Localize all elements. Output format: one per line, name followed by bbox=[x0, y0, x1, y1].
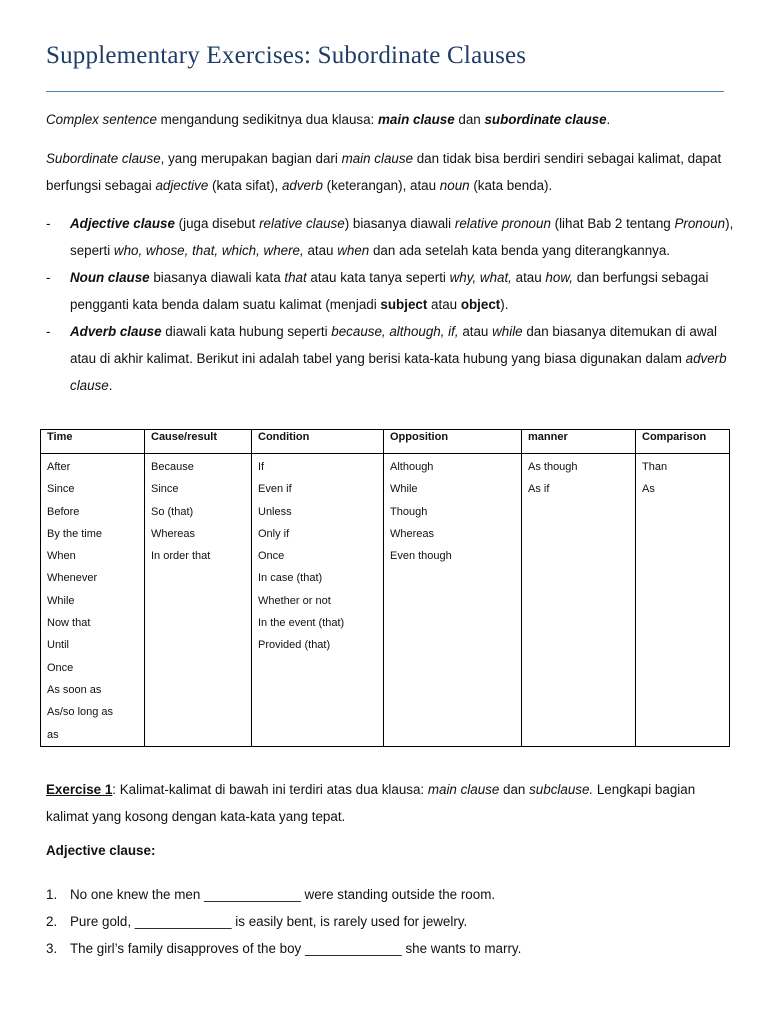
connector-word: Because bbox=[151, 461, 194, 473]
bullet-term: subject bbox=[380, 297, 428, 312]
list-item bbox=[46, 881, 736, 908]
intro-term-subordinate-clause: subordinate clause bbox=[484, 112, 607, 127]
connector-word: Even though bbox=[390, 550, 452, 563]
bullet-adjective-clause bbox=[46, 210, 736, 264]
question-number: 1. bbox=[46, 887, 58, 902]
question-text: No one knew the men _____________ were standing outside the room. bbox=[70, 887, 496, 902]
connector-word: Although bbox=[390, 461, 434, 473]
column-header-comparison: Comparison bbox=[636, 430, 730, 454]
connector-word: As bbox=[642, 483, 655, 496]
page-title: Supplementary Exercises: Subordinate Clauses bbox=[46, 42, 527, 69]
connector-word: Only if bbox=[258, 527, 290, 540]
table-cell-cause-result bbox=[145, 454, 252, 747]
bullet-term: Pronoun bbox=[674, 216, 726, 231]
bullet-term: object bbox=[460, 297, 501, 312]
bullet-term: Adjective clause bbox=[70, 216, 175, 231]
exercise-question-list bbox=[46, 881, 736, 962]
section-heading-adjective-clause: Adjective clause: bbox=[46, 843, 156, 858]
connector-word: Before bbox=[47, 505, 80, 518]
intro-text: dan bbox=[454, 112, 485, 127]
intro-paragraph bbox=[46, 106, 736, 133]
connector-word: As if bbox=[528, 483, 550, 496]
bullet-term: that bbox=[284, 270, 307, 285]
bullet-dash: - bbox=[46, 270, 51, 285]
bullet-text: (juga disebut bbox=[174, 216, 260, 231]
connector-word: Until bbox=[47, 639, 70, 652]
connector-word: Than bbox=[642, 461, 668, 473]
bullet-text: diawali kata hubung seperti bbox=[161, 324, 332, 339]
table-cell-time bbox=[41, 454, 145, 747]
bullet-term: Adverb clause bbox=[70, 324, 162, 339]
bullet-term: because, although, if, bbox=[331, 324, 459, 339]
connector-word: Whenever bbox=[47, 572, 98, 585]
bullet-text: (lihat Bab 2 tentang bbox=[550, 216, 675, 231]
connector-word: As soon as bbox=[47, 683, 102, 696]
bullet-text: atau bbox=[427, 297, 461, 312]
definition-paragraph bbox=[46, 145, 736, 199]
question-number: 3. bbox=[46, 941, 58, 956]
table-cell-condition bbox=[252, 454, 384, 747]
bullet-text: atau bbox=[458, 324, 493, 339]
list-item bbox=[46, 935, 736, 962]
connector-word: Now that bbox=[47, 617, 91, 630]
connector-word: In the event (that) bbox=[258, 617, 345, 630]
bullet-text: atau bbox=[303, 243, 338, 258]
definition-term: noun bbox=[439, 178, 470, 193]
bullet-term: who, whose, that, which, where, bbox=[113, 243, 304, 258]
exercise-label: Exercise 1 bbox=[46, 782, 113, 797]
connector-word: As/so long as bbox=[47, 706, 114, 719]
exercise-term: subclause. bbox=[529, 782, 594, 797]
column-header-opposition: Opposition bbox=[384, 430, 522, 454]
connector-word: After bbox=[47, 461, 71, 473]
intro-term-complex-sentence: Complex sentence bbox=[46, 112, 157, 127]
list-item bbox=[46, 908, 736, 935]
bullet-text: biasanya diawali kata bbox=[149, 270, 285, 285]
bullet-text: atau bbox=[511, 270, 546, 285]
intro-text: mengandung sedikitnya dua klausa: bbox=[156, 112, 379, 127]
exercise-text: : Kalimat-kalimat di bawah ini terdiri atas dua klausa: bbox=[112, 782, 428, 797]
definition-term: Subordinate clause bbox=[46, 151, 161, 166]
bullet-text: dan biasanya ditemukan di awal atau di akhir kalimat. Berikut ini adalah tabel yang berisi kata-kata hubung yang biasa digunakan dalam bbox=[70, 324, 717, 366]
definition-term: main clause bbox=[341, 151, 414, 166]
bullet-term: relative pronoun bbox=[454, 216, 551, 231]
bullet-dash: - bbox=[46, 324, 51, 339]
connector-word: Whereas bbox=[390, 527, 435, 540]
connector-word: Since bbox=[151, 483, 179, 496]
connector-word: Whether or not bbox=[258, 594, 331, 607]
connector-word: Once bbox=[47, 661, 74, 674]
column-header-cause-result: Cause/result bbox=[145, 430, 252, 454]
bullet-noun-clause bbox=[46, 264, 736, 318]
question-text: Pure gold, _____________ is easily bent, is rarely used for jewelry. bbox=[70, 914, 468, 929]
table-header-row bbox=[41, 430, 730, 454]
title-divider bbox=[46, 91, 724, 92]
bullet-term: while bbox=[492, 324, 523, 339]
exercise-text: Lengkapi bagian kalimat yang kosong dengan kata-kata yang tepat. bbox=[46, 782, 696, 824]
question-text: The girl’s family disapproves of the boy _____________ she wants to marry. bbox=[70, 941, 522, 956]
connector-word: Though bbox=[390, 505, 428, 518]
connector-word: So (that) bbox=[151, 505, 194, 518]
bullet-text: dan berfungsi sebagai pengganti kata benda dalam suatu kalimat (menjadi bbox=[70, 270, 709, 312]
connector-word: While bbox=[47, 594, 75, 607]
connector-word: In case (that) bbox=[258, 572, 323, 585]
connector-word: While bbox=[390, 483, 418, 496]
intro-text: . bbox=[606, 112, 611, 127]
bullet-text: ), seperti bbox=[70, 216, 734, 258]
connector-word: If bbox=[258, 461, 265, 473]
definition-term: adjective bbox=[155, 178, 209, 193]
adverb-connector-table bbox=[40, 429, 730, 747]
bullet-term: relative clause bbox=[259, 216, 345, 231]
connector-word: as bbox=[47, 728, 59, 741]
connector-word: Unless bbox=[258, 505, 292, 518]
clause-type-list bbox=[46, 210, 736, 399]
exercise-text: dan bbox=[499, 782, 530, 797]
definition-text: (keterangan), atau bbox=[322, 178, 440, 193]
bullet-text: . bbox=[108, 378, 113, 393]
question-number: 2. bbox=[46, 914, 58, 929]
intro-term-main-clause: main clause bbox=[378, 112, 455, 127]
connector-word: Provided (that) bbox=[258, 639, 331, 652]
table-cell-manner bbox=[522, 454, 636, 747]
exercise-term: main clause bbox=[427, 782, 500, 797]
definition-text: dan tidak bisa berdiri sendiri sebagai kalimat, dapat berfungsi sebagai bbox=[46, 151, 722, 193]
connector-word: By the time bbox=[47, 527, 103, 540]
bullet-text: atau kata tanya seperti bbox=[306, 270, 450, 285]
definition-text: , yang merupakan bagian dari bbox=[160, 151, 342, 166]
bullet-dash: - bbox=[46, 216, 51, 231]
definition-text: (kata sifat), bbox=[208, 178, 282, 193]
connector-word: Since bbox=[47, 483, 75, 496]
definition-text: (kata benda). bbox=[469, 178, 553, 193]
bullet-text: ) biasanya diawali bbox=[344, 216, 455, 231]
connector-word: In order that bbox=[151, 550, 211, 563]
connector-word: Even if bbox=[258, 483, 292, 496]
table-row bbox=[41, 454, 730, 747]
bullet-text: ). bbox=[500, 297, 509, 312]
bullet-term: how, bbox=[545, 270, 573, 285]
bullet-term: adverb clause bbox=[70, 351, 727, 393]
column-header-condition: Condition bbox=[252, 430, 384, 454]
table-cell-comparison bbox=[636, 454, 730, 747]
connector-word: As though bbox=[528, 461, 578, 473]
table-cell-opposition bbox=[384, 454, 522, 747]
bullet-term: why, what, bbox=[449, 270, 512, 285]
bullet-adverb-clause bbox=[46, 318, 736, 399]
connector-word: When bbox=[47, 550, 76, 563]
bullet-term: when bbox=[337, 243, 370, 258]
connector-word: Whereas bbox=[151, 527, 196, 540]
connector-word: Once bbox=[258, 550, 285, 563]
column-header-time: Time bbox=[41, 430, 145, 454]
column-header-manner: manner bbox=[522, 430, 636, 454]
bullet-term: Noun clause bbox=[70, 270, 150, 285]
definition-term: adverb bbox=[281, 178, 323, 193]
exercise-instructions bbox=[46, 776, 736, 830]
bullet-text: dan ada setelah kata benda yang diterangkannya. bbox=[369, 243, 671, 258]
